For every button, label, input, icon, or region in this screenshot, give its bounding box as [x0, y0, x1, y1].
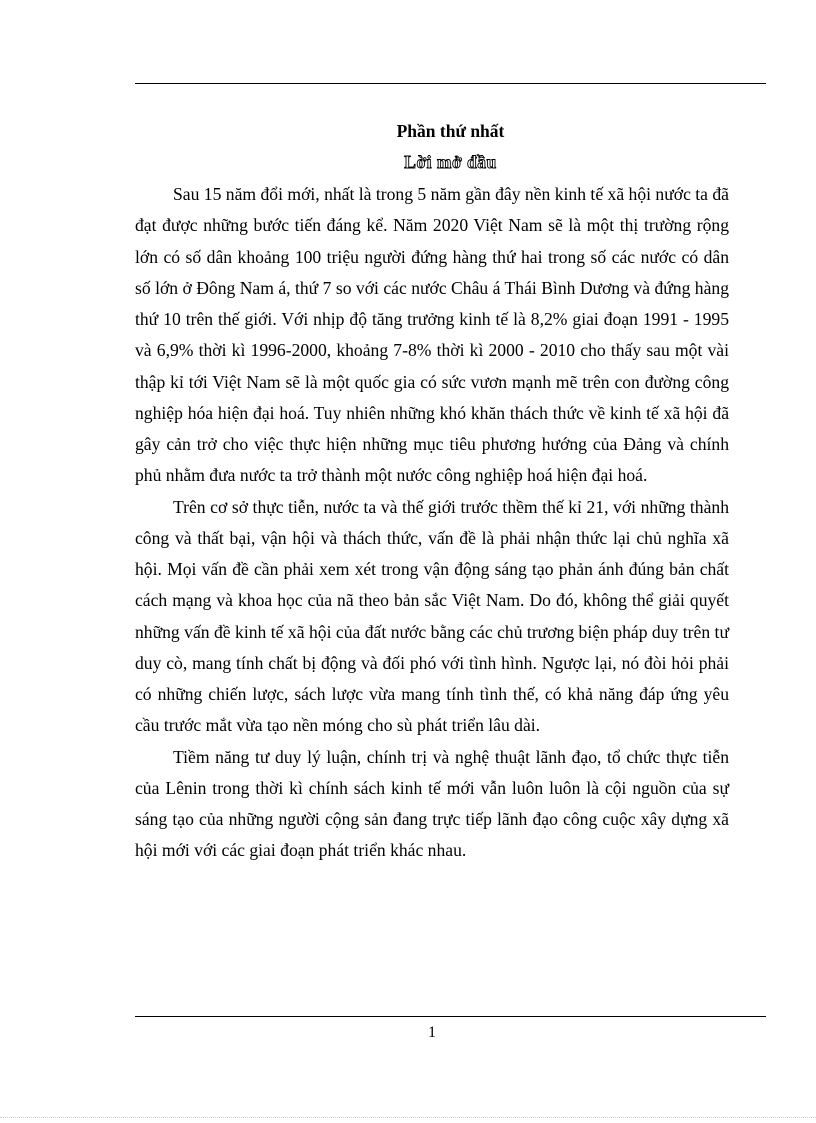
section-subheading: Lời mở đầu [404, 152, 497, 172]
paragraph-2: Trên cơ sở thực tiễn, nước ta và thế giới trước thềm thế kỉ 21, với những thành công và thất bại, vận hội và thách thức, vấn đề là phải nhận thức lại chủ nghĩa xã hội. Mọi vấn đề cần phải xem xét trong vận động sáng tạo phản ánh đúng bản chất cách mạng và khoa học của nã theo bản sắc Việt Nam. Do đó, không thể giải quyết những vấn đề kinh tế xã hội của đất nước bằng các chủ trương biện pháp duy trên tư duy cò, mang tính chất bị động và đối phó với tình hình. Ngược lại, nó đòi hỏi phải có những chiến lược, sách lược vừa mang tính tình thế, có khả năng đáp ứng yêu cầu trước mắt vừa tạo nền móng cho sù phát triển lâu dài. [135, 496, 729, 736]
section-heading: Phần thứ nhất [396, 121, 505, 141]
page-number: 1 [428, 1024, 436, 1041]
paragraph-1: Sau 15 năm đổi mới, nhất là trong 5 năm gần đây nền kinh tế xã hội nước ta đã đạt được những bước tiến đáng kể. Năm 2020 Việt Nam sẽ là một thị trường rộng lớn có số dân khoảng 100 triệu người đứng hàng thứ hai trong số các nước có dân số lớn ở Đông Nam á, thứ 7 so với các nước Châu á Thái Bình Dương và đứng hàng thứ 10 trên thế giới. Với nhịp độ tăng trưởng kinh tế là 8,2% giai đoạn 1991 - 1995 và 6,9% thời kì 1996-2000, khoảng 7-8% thời kì 2000 - 2010 cho thấy sau một vài thập kỉ tới Việt Nam sẽ là một quốc gia có sức vươn mạnh mẽ trên con đường công nghiệp hóa hiện đại hoá. Tuy nhiên những khó khăn thách thức về kinh tế xã hội đã gây cản trở cho việc thực hiện những mục tiêu phương hướng của Đảng và chính phủ nhằm đưa nước ta trở thành một nước công nghiệp hoá hiện đại hoá. [135, 184, 729, 486]
page-boundary [0, 1117, 816, 1118]
paragraph-3: Tiềm năng tư duy lý luận, chính trị và nghệ thuật lãnh đạo, tổ chức thực tiễn của Lênin trong thời kì chính sách kinh tế mới vẫn luôn luôn là cội nguồn của sự sáng tạo của những người cộng sản đang trực tiếp lãnh đạo công cuộc xây dựng xã hội mới với các giai đoạn phát triển khác nhau. [135, 746, 729, 861]
footer-rule [135, 1016, 766, 1017]
body-text [135, 179, 729, 867]
header-rule [135, 83, 766, 84]
